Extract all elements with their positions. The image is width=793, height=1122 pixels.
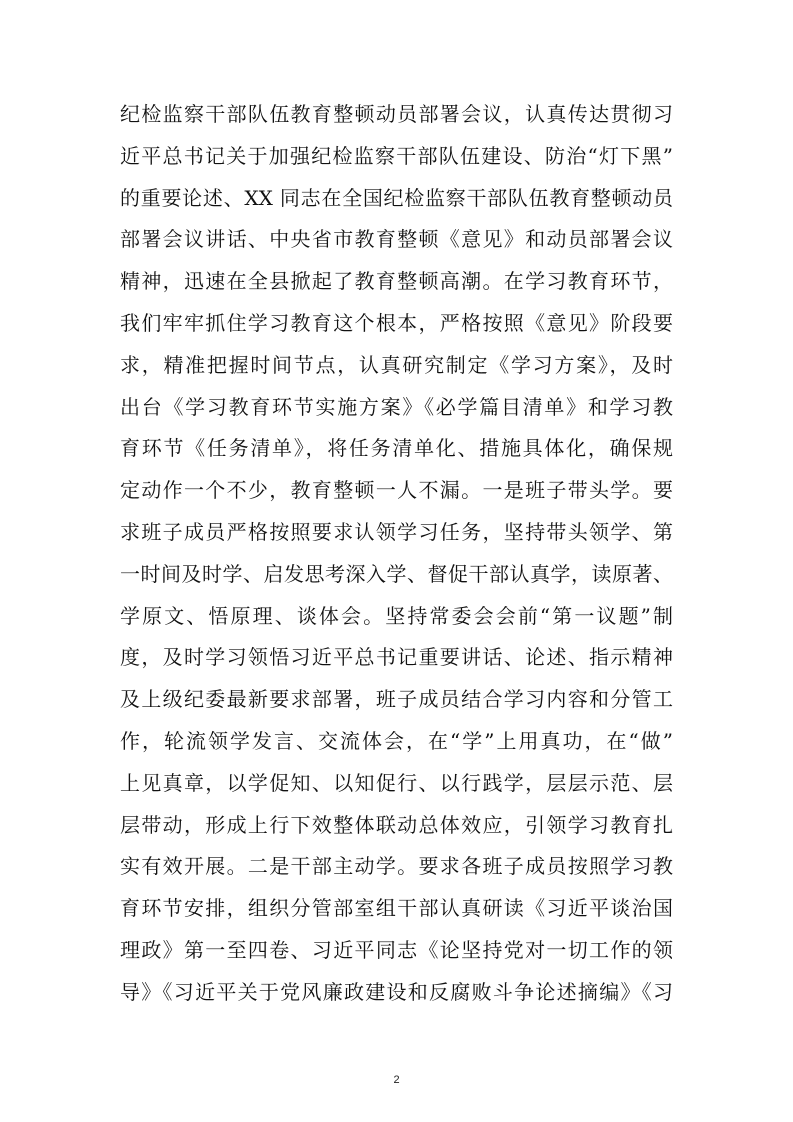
text-line: 育环节《任务清单》，将任务清单化、措施具体化，确保规: [120, 436, 673, 461]
text-line: 作，轮流领学发言、交流体会，在“学”上用真功，在“做”: [120, 728, 673, 753]
text-line: 的重要论述、XX 同志在全国纪检监察干部队伍教育整顿动员: [120, 185, 673, 210]
text-line: 一时间及时学、启发思考深入学、督促干部认真学，读原著、: [120, 561, 673, 586]
text-line: 实有效开展。二是干部主动学。要求各班子成员按照学习教: [120, 854, 673, 879]
text-line: 理政》第一至四卷、习近平同志《论坚持党对一切工作的领: [120, 937, 673, 962]
document-body: [120, 94, 673, 1014]
text-line: 近平总书记关于加强纪检监察干部队伍建设、防治“灯下黑”: [120, 143, 673, 168]
page-number: 2: [393, 1074, 400, 1086]
text-line: 出台《学习教育环节实施方案》《必学篇目清单》和学习教: [120, 394, 673, 419]
text-line: 层带动，形成上行下效整体联动总体效应，引领学习教育扎: [120, 812, 673, 837]
text-line: 求，精准把握时间节点，认真研究制定《学习方案》，及时: [120, 352, 673, 377]
text-line: 度，及时学习领悟习近平总书记重要讲话、论述、指示精神: [120, 645, 673, 670]
text-line: 及上级纪委最新要求部署，班子成员结合学习内容和分管工: [120, 687, 673, 712]
text-line: 学原文、悟原理、谈体会。坚持常委会会前“第一议题”制: [120, 603, 673, 628]
text-line: 求班子成员严格按照要求认领学习任务，坚持带头领学、第: [120, 519, 673, 544]
text-line: 上见真章，以学促知、以知促行、以行践学，层层示范、层: [120, 770, 673, 795]
text-line: 育环节安排，组织分管部室组干部认真研读《习近平谈治国: [120, 896, 673, 921]
text-line: 精神，迅速在全县掀起了教育整顿高潮。在学习教育环节，: [120, 269, 673, 294]
text-line: 纪检监察干部队伍教育整顿动员部署会议，认真传达贯彻习: [120, 102, 673, 126]
text-line: 部署会议讲话、中央省市教育整顿《意见》和动员部署会议: [120, 227, 673, 252]
text-line: 我们牢牢抓住学习教育这个根本，严格按照《意见》阶段要: [120, 310, 673, 335]
text-line: 定动作一个不少，教育整顿一人不漏。一是班子带头学。要: [120, 478, 673, 503]
text-line: 导》《习近平关于党风廉政建设和反腐败斗争论述摘编》《习: [120, 979, 673, 1004]
